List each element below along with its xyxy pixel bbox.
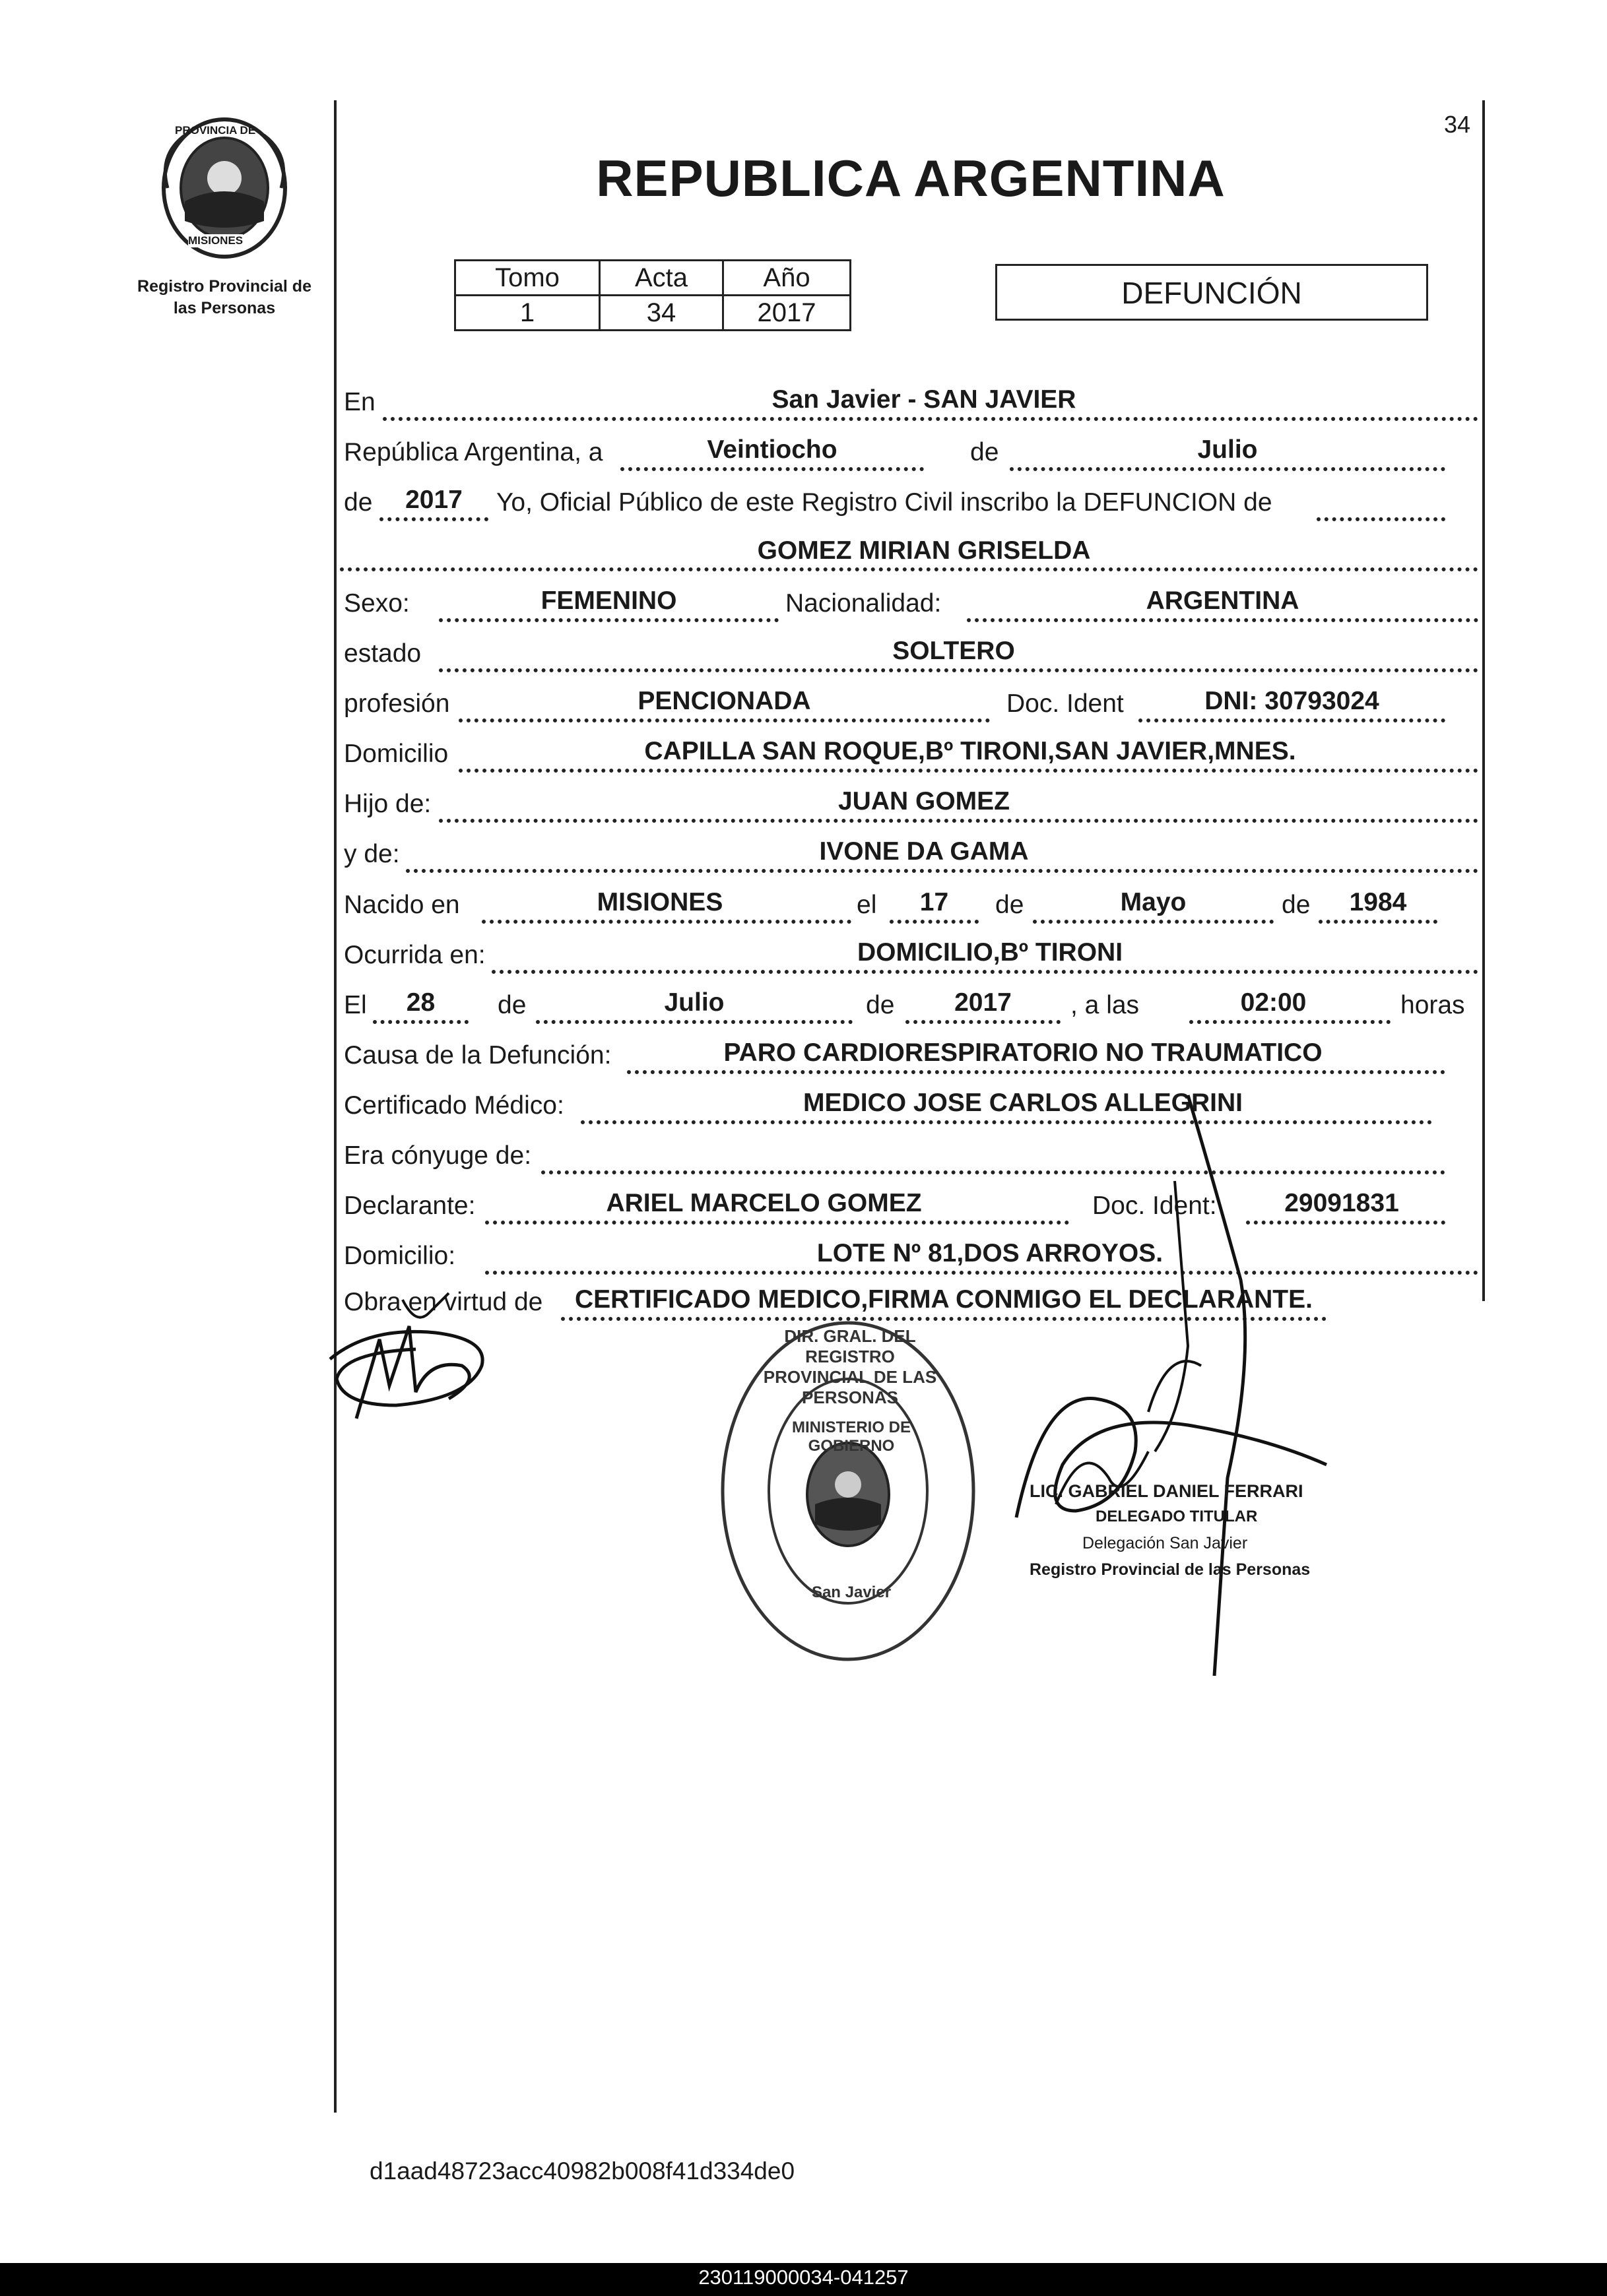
ocurrida-label: Ocurrida en: <box>344 941 486 969</box>
nac-dia-value: 17 <box>919 888 949 916</box>
header-acta: Acta <box>600 261 723 296</box>
dotted-line <box>1317 517 1445 521</box>
header-anio: Año <box>723 261 851 296</box>
hora-value: 02:00 <box>1240 988 1307 1017</box>
official-registry: Registro Provincial de las Personas <box>1030 1560 1311 1579</box>
decl-domicilio-label: Domicilio: <box>344 1242 456 1270</box>
dotted-line <box>482 920 851 924</box>
left-margin-rule <box>334 100 337 2113</box>
madre-value: IVONE DA GAMA <box>819 837 1029 866</box>
decl-doc-value: 29091831 <box>1284 1189 1399 1217</box>
domicilio-label: Domicilio <box>344 740 449 768</box>
value-anio: 2017 <box>723 296 851 331</box>
value-tomo: 1 <box>455 296 600 331</box>
a-las-label: , a las <box>1070 991 1140 1019</box>
doc-ident-label: Doc. Ident <box>1006 689 1124 718</box>
dotted-line <box>340 567 1478 571</box>
republica-label: República Argentina, a <box>344 438 603 466</box>
footer-code: 230119000034-041257 <box>698 2266 909 2289</box>
dotted-line <box>1189 1020 1391 1024</box>
de-label: de <box>995 891 1024 919</box>
value-acta: 34 <box>600 296 723 331</box>
act-type-box: DEFUNCIÓN <box>995 264 1428 321</box>
estado-value: SOLTERO <box>892 637 1015 665</box>
profesion-label: profesión <box>344 689 450 718</box>
dotted-line <box>373 1020 469 1024</box>
domicilio-value: CAPILLA SAN ROQUE,Bº TIRONI,SAN JAVIER,MNES. <box>644 737 1296 765</box>
document-hash: d1aad48723acc40982b008f41d334de0 <box>370 2157 795 2184</box>
nacionalidad-value: ARGENTINA <box>1146 587 1299 615</box>
de-label: de <box>498 991 527 1019</box>
dotted-line <box>1319 920 1437 924</box>
def-mes-value: Julio <box>664 988 725 1017</box>
official-signature <box>990 1082 1360 1689</box>
place-value: San Javier - SAN JAVIER <box>771 385 1076 414</box>
header-tomo: Tomo <box>455 261 600 296</box>
decl-domicilio-value: LOTE Nº 81,DOS ARROYOS. <box>816 1239 1164 1267</box>
page-number: 34 <box>1444 111 1471 138</box>
obra-label: Obra en virtud de <box>344 1288 543 1316</box>
document-title: REPUBLICA ARGENTINA <box>596 149 1226 207</box>
dotted-line <box>439 668 1478 672</box>
nacionalidad-label: Nacionalidad: <box>785 589 942 618</box>
el-label: El <box>344 991 367 1019</box>
padre-value: JUAN GOMEZ <box>837 787 1010 815</box>
dotted-line <box>379 517 488 521</box>
declarante-label: Declarante: <box>344 1192 476 1220</box>
de-label: de <box>344 488 373 517</box>
dotted-line <box>459 718 990 722</box>
dotted-line <box>406 869 1478 873</box>
dotted-line <box>485 1221 1069 1225</box>
dotted-line <box>890 920 979 924</box>
de-label: de <box>1282 891 1311 919</box>
de-label: de <box>866 991 895 1019</box>
declarant-signature <box>317 1287 528 1438</box>
ocurrida-value: DOMICILIO,Bº TIRONI <box>857 938 1123 967</box>
register-value-row <box>455 296 851 331</box>
day-value: Veintiocho <box>707 435 837 464</box>
logo-top-text: PROVINCIA DE <box>175 124 256 137</box>
registry-caption: Registro Provincial de las Personas <box>137 277 312 317</box>
nac-mes-value: Mayo <box>1120 888 1187 916</box>
register-table <box>454 259 851 331</box>
profesion-value: PENCIONADA <box>638 687 811 715</box>
seal-bottom-text: San Javier <box>811 1583 892 1601</box>
hijo-de-label: Hijo de: <box>344 790 432 818</box>
def-dia-value: 28 <box>406 988 436 1017</box>
sexo-value: FEMENINO <box>541 587 677 615</box>
causa-label: Causa de la Defunción: <box>344 1041 612 1069</box>
dotted-line <box>439 618 779 622</box>
conyuge-label: Era cónyuge de: <box>344 1141 532 1170</box>
horas-label: horas <box>1400 991 1465 1019</box>
decl-doc-label: Doc. Ident: <box>1092 1192 1217 1220</box>
sexo-label: Sexo: <box>344 589 410 618</box>
dotted-line <box>1033 920 1274 924</box>
dotted-line <box>383 417 1478 421</box>
dotted-line <box>459 769 1478 773</box>
obra-value: CERTIFICADO MEDICO,FIRMA CONMIGO EL DECLARANTE. <box>575 1285 1313 1314</box>
el-label: el <box>857 891 877 919</box>
official-role: DELEGADO TITULAR <box>1096 1508 1258 1525</box>
estado-label: estado <box>344 639 422 668</box>
declarante-value: ARIEL MARCELO GOMEZ <box>606 1189 922 1217</box>
official-name: LIC. GABRIEL DANIEL FERRARI <box>1030 1481 1303 1501</box>
official-office: Delegación San Javier <box>1082 1534 1248 1552</box>
dotted-line <box>627 1070 1445 1074</box>
certificado-value: MEDICO JOSE CARLOS ALLEGRINI <box>803 1089 1243 1117</box>
dotted-line <box>1010 467 1445 471</box>
en-label: En <box>344 388 376 416</box>
seal-inner-text: MINISTERIO DE GOBIERNO <box>791 1419 911 1455</box>
dotted-line <box>536 1020 853 1024</box>
logo-bottom-text: MISIONES <box>188 234 244 247</box>
dotted-line <box>1138 718 1445 722</box>
right-margin-rule <box>1482 100 1485 1301</box>
nac-anio-value: 1984 <box>1349 888 1407 916</box>
dotted-line <box>620 467 924 471</box>
dotted-line <box>967 618 1478 622</box>
def-anio-value: 2017 <box>954 988 1012 1017</box>
causa-value: PARO CARDIORESPIRATORIO NO TRAUMATICO <box>723 1038 1323 1067</box>
dotted-line <box>439 819 1478 823</box>
seal-ring-text: DIR. GRAL. DEL REGISTRO PROVINCIAL DE LAS PERSONAS <box>763 1326 937 1407</box>
deceased-name: GOMEZ MIRIAN GRISELDA <box>757 536 1091 565</box>
dotted-line <box>492 970 1478 974</box>
de-label: de <box>970 438 999 466</box>
doc-ident-value: DNI: 30793024 <box>1204 687 1379 715</box>
official-statement: Yo, Oficial Público de este Registro Civil inscribo la DEFUNCION de <box>496 488 1272 517</box>
year-value: 2017 <box>405 486 463 514</box>
y-de-label: y de: <box>344 840 400 868</box>
dotted-line <box>905 1020 1061 1024</box>
nacido-label: Nacido en <box>344 891 460 919</box>
nacido-lugar-value: MISIONES <box>597 888 723 916</box>
certificado-label: Certificado Médico: <box>344 1091 564 1120</box>
month-value: Julio <box>1197 435 1258 464</box>
register-header-row <box>455 261 851 296</box>
